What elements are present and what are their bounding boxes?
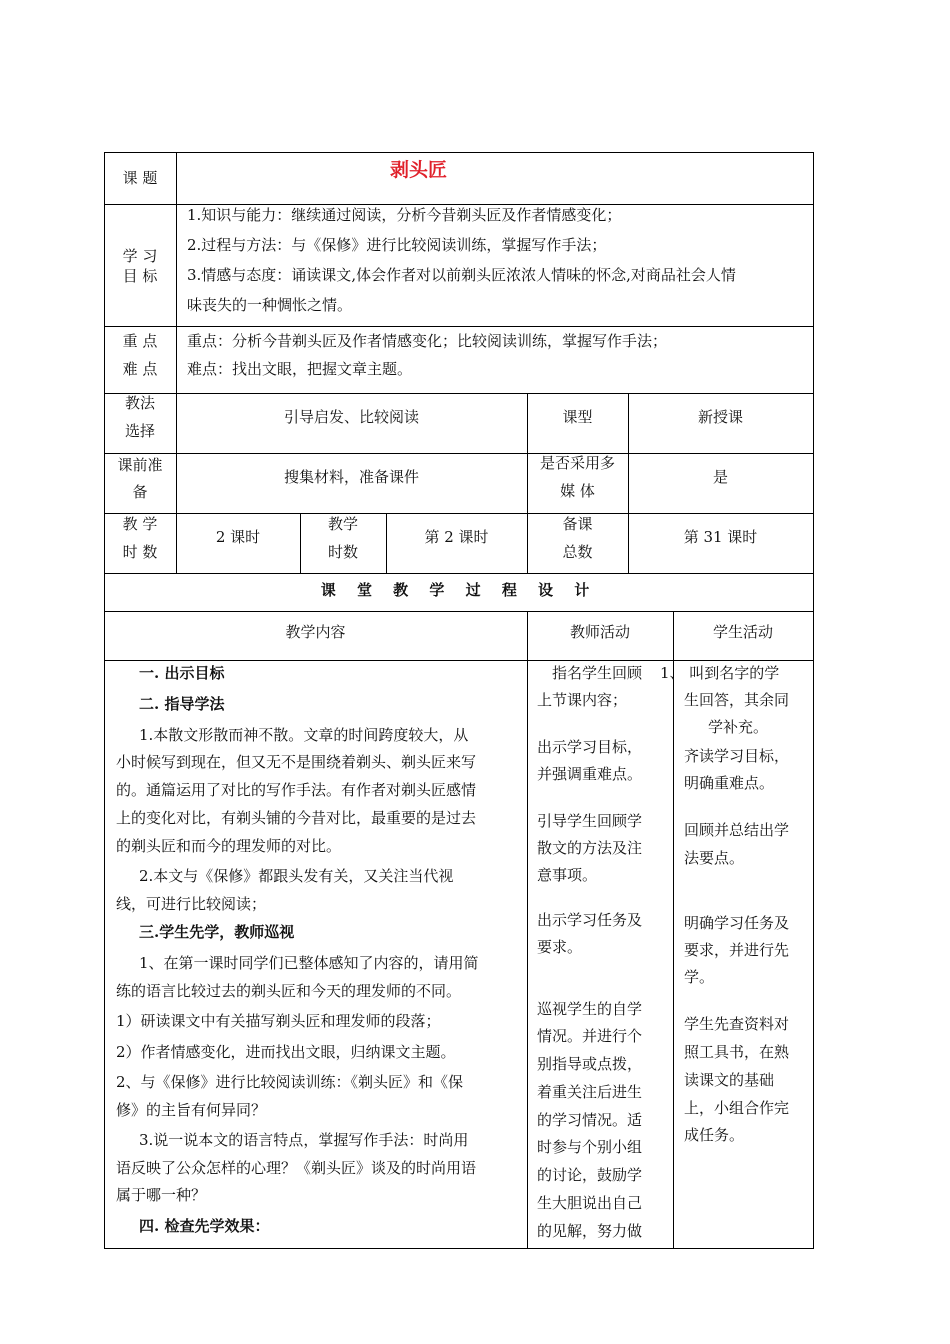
label-hours-2: 时 数 [122, 543, 158, 561]
content-line: 1）研读课文中有关描写剃头匠和理发师的段落； [116, 1012, 441, 1030]
teacher-line: 的学习情况。适 [537, 1111, 643, 1129]
label-prep-1: 课前准 [117, 456, 163, 474]
label-media-2: 媒 体 [560, 482, 595, 500]
student-line: 回顾并总结出学 [684, 821, 790, 839]
teacher-line: 着重关注后进生 [537, 1083, 643, 1101]
student-line: 上，小组合作完 [684, 1099, 790, 1117]
teacher-line: 引导学生回顾学 [537, 812, 643, 830]
label-goals-2: 目 标 [122, 267, 158, 285]
content-line: 2、与《保修》进行比较阅读训练：《剃头匠》和《保 [116, 1073, 464, 1091]
student-line: 照工具书，在熟 [684, 1043, 790, 1061]
student-line: 学补充。 [708, 718, 769, 736]
content-line: 1、在第一课时同学们已整体感知了内容的，请用简 [139, 954, 479, 972]
content-line: 属于哪一种？ [116, 1186, 207, 1204]
student-line: 1、 叫到名字的学 [660, 664, 780, 682]
section-heading: 四. 检查先学效果： [139, 1217, 270, 1235]
content-line: 上的变化对比，有剃头铺的今昔对比，最重要的是过去 [116, 809, 477, 827]
session-value: 第 2 课时 [424, 528, 489, 546]
content-line: 的剃头匠和而今的理发师的对比。 [116, 837, 342, 855]
content-line: 修》的主旨有何异同？ [116, 1101, 267, 1119]
student-line: 明确学习任务及 [684, 914, 790, 932]
label-type: 课型 [562, 408, 593, 426]
student-line: 学生先查资料对 [684, 1015, 790, 1033]
col-content-header: 教学内容 [285, 623, 346, 641]
teacher-line: 要求。 [537, 938, 583, 956]
section-heading: 一. 出示目标 [139, 664, 225, 682]
teacher-line: 巡视学生的自学 [537, 1000, 643, 1018]
content-line: 3.说一说本文的语言特点，掌握写作手法：时尚用 [139, 1131, 469, 1149]
student-line: 明确重难点。 [684, 774, 775, 792]
method-value: 引导启发、比较阅读 [283, 408, 419, 426]
teacher-line: 生大胆说出自己 [537, 1194, 643, 1212]
content-line: 1.本散文形散而神不散。文章的时间跨度较大，从 [139, 726, 469, 744]
process-title: 课 堂 教 学 过 程 设 计 [320, 581, 598, 599]
page-title: 剥头匠 [389, 159, 447, 181]
content-line: 的。通篇运用了对比的写作手法。有作者对剃头匠感情 [116, 781, 477, 799]
student-line: 齐读学习目标， [684, 747, 790, 765]
col-student-header: 学生活动 [712, 623, 773, 641]
total-value: 第 31 课时 [683, 528, 758, 546]
student-line: 要求，并进行先 [684, 941, 790, 959]
goal-line: 味丧失的一种惆怅之情。 [187, 296, 353, 314]
label-method-2: 选择 [124, 422, 155, 440]
label-session-2: 时数 [327, 543, 358, 561]
label-prep-2: 备 [132, 483, 148, 501]
teacher-line: 上节课内容； [537, 691, 628, 709]
label-goals-1: 学 习 [122, 247, 158, 265]
teacher-line: 意事项。 [537, 866, 598, 884]
content-line: 练的语言比较过去的剃头匠和今天的理发师的不同。 [116, 982, 462, 1000]
teacher-line: 出示学习任务及 [537, 911, 643, 929]
label-hours-1: 教 学 [122, 515, 158, 533]
label-key-2: 难 点 [122, 360, 158, 378]
prep-value: 搜集材料，准备课件 [283, 468, 419, 486]
student-line: 成任务。 [684, 1126, 745, 1144]
label-media-1: 是否采用多 [539, 454, 615, 472]
teacher-line: 出示学习目标， [537, 738, 643, 756]
content-line: 线，可进行比较阅读； [116, 895, 267, 913]
type-value: 新授课 [697, 408, 743, 426]
content-line: 小时候写到现在，但又无不是围绕着剃头、剃头匠来写 [116, 753, 477, 771]
teacher-line: 散文的方法及注 [537, 839, 643, 857]
content-line: 语反映了公众怎样的心理？《剃头匠》谈及的时尚用语 [116, 1159, 477, 1177]
teacher-line: 的见解，努力做 [537, 1222, 643, 1240]
teacher-line: 指名学生回顾 [552, 664, 643, 682]
teacher-line: 别指导或点拨， [537, 1055, 643, 1073]
label-total-1: 备课 [562, 515, 593, 533]
content-line: 2.本文与《保修》都跟头发有关，又关注当代视 [139, 867, 454, 885]
teacher-line: 的讨论，鼓励学 [537, 1166, 643, 1184]
teacher-line: 情况。并进行个 [537, 1027, 643, 1045]
col-teacher-header: 教师活动 [569, 623, 630, 641]
student-line: 法要点。 [684, 849, 745, 867]
teacher-line: 时参与个别小组 [537, 1138, 643, 1156]
key-point-line: 难点：找出文眼，把握文章主题。 [187, 360, 413, 378]
label-title: 课 题 [122, 169, 158, 187]
hours-value: 2 课时 [215, 528, 261, 546]
goal-line: 3.情感与态度：诵读课文,体会作者对以前剃头匠浓浓人情味的怀念,对商品社会人情 [187, 266, 736, 284]
student-line: 学。 [684, 968, 715, 986]
key-point-line: 重点：分析今昔剃头匠及作者情感变化；比较阅读训练，掌握写作手法； [187, 332, 668, 350]
goal-line: 2.过程与方法：与《保修》进行比较阅读训练，掌握写作手法； [187, 236, 607, 254]
content-line: 2）作者情感变化，进而找出文眼，归纳课文主题。 [116, 1043, 456, 1061]
label-total-2: 总数 [562, 543, 593, 561]
label-key-1: 重 点 [122, 332, 158, 350]
goal-line: 1.知识与能力：继续通过阅读，分析今昔剃头匠及作者情感变化； [187, 206, 622, 224]
label-method-1: 教法 [124, 394, 155, 412]
student-line: 读课文的基础 [684, 1071, 775, 1089]
section-heading: 三.学生先学，教师巡视 [139, 923, 295, 941]
teacher-line: 并强调重难点。 [537, 765, 643, 783]
media-value: 是 [712, 468, 728, 486]
label-session-1: 教学 [327, 515, 358, 533]
student-line: 生回答，其余同 [684, 691, 790, 709]
section-heading: 二. 指导学法 [139, 695, 225, 713]
